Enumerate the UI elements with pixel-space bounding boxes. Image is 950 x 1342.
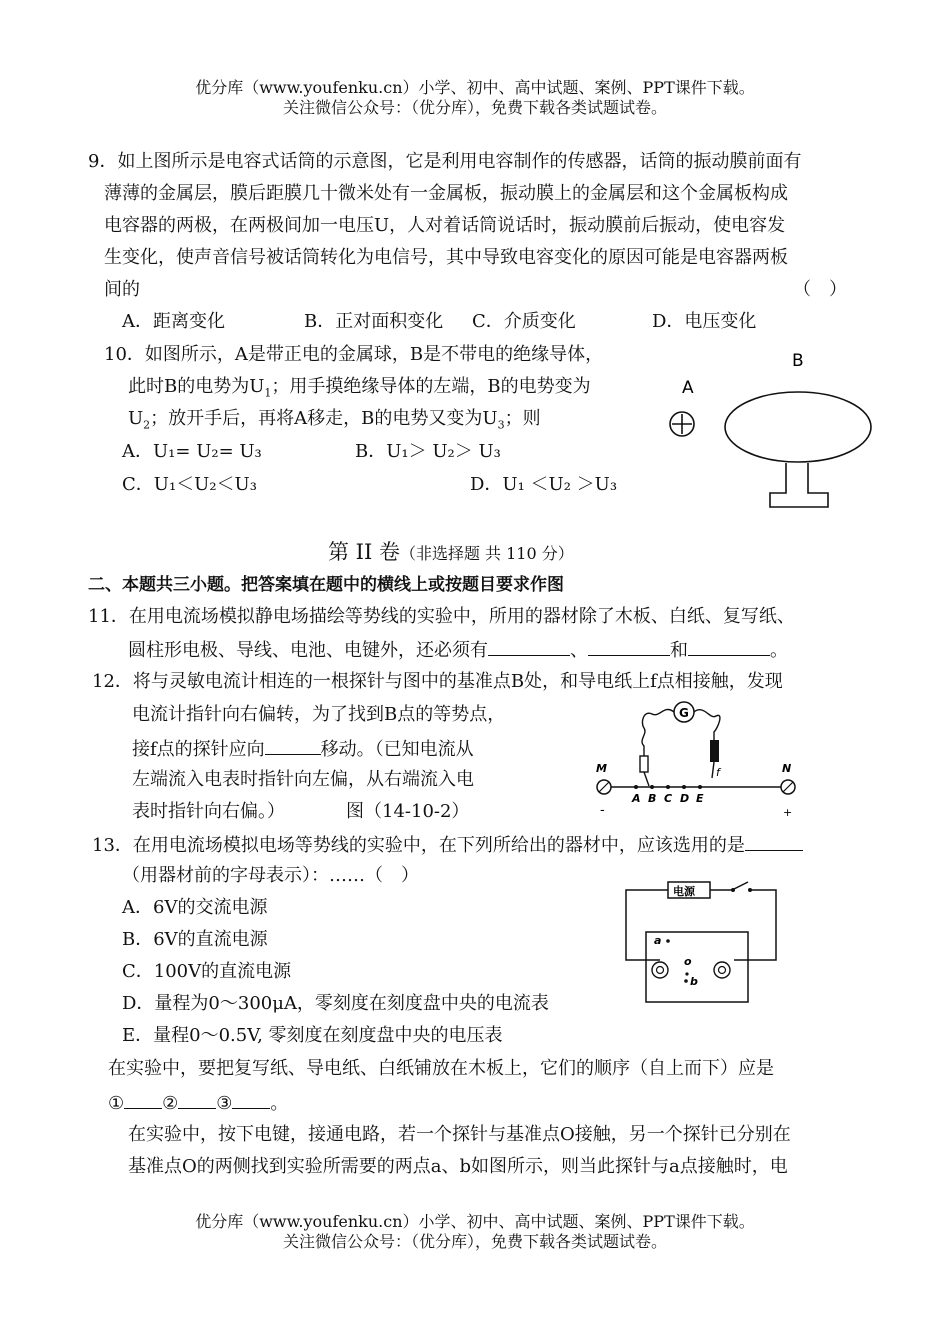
- point-f-label: f: [716, 766, 720, 779]
- q10-line-1: 10．如图所示，A是带正电的金属球，B是不带电的绝缘导体，: [104, 344, 604, 365]
- q10-option-b: B．U₁＞ U₂＞ U₃: [355, 441, 501, 462]
- probe-right-tip: [712, 762, 714, 778]
- fig-label-a: A: [682, 378, 694, 398]
- q13-paragraph-3: 基准点O的两侧找到实验所需要的两点a、b如图所示，则当此探针与a点接触时，电: [128, 1156, 788, 1177]
- probe-left-tip: [644, 772, 649, 786]
- q13-figure: [620, 876, 780, 1006]
- fig-label-b: B: [792, 351, 804, 371]
- q9-line-3: 电容器的两极，在两极间加一电压U，人对着话筒说话时，振动膜前后振动，使电容发: [104, 215, 786, 236]
- q13-order-blank-3[interactable]: [232, 1090, 270, 1109]
- electrode-n-label: N: [782, 762, 792, 775]
- q12-line-4: 左端流入电表时指针向左偏，从右端流入电: [132, 769, 474, 790]
- q12-figure: [588, 698, 808, 820]
- q13-paragraph-1: 在实验中，要把复写纸、导电纸、白纸铺放在木板上，它们的顺序（自上而下）应是: [108, 1058, 774, 1079]
- q9-option-a: A．距离变化: [122, 311, 225, 332]
- base-point-b-dot: [650, 785, 654, 789]
- base-points: [631, 785, 704, 805]
- q9-line-5: 间的: [104, 279, 140, 300]
- point-o-dot: [685, 972, 688, 975]
- q9-option-c: C．介质变化: [472, 311, 576, 332]
- q10-option-d: D．U₁ ＜U₂ ＞U₃: [470, 474, 618, 495]
- wire-left-loop: [626, 890, 668, 960]
- q9-line-2: 薄薄的金属层，膜后距膜几十微米处有一金属板，振动膜上的金属层和这个金属板构成: [104, 183, 788, 204]
- q13-option-c: C．100V的直流电源: [122, 961, 292, 982]
- point-b-dot: [684, 979, 688, 983]
- minus-terminal: -: [600, 803, 605, 818]
- section2-heading: 二、本题共三小题。把答案填在题中的横线上或按题目要求作图: [88, 575, 564, 595]
- base-point-d-dot: [682, 785, 686, 789]
- q13-option-a: A．6V的交流电源: [122, 897, 268, 918]
- q9-option-b: B．正对面积变化: [304, 311, 444, 332]
- q13-blank[interactable]: [745, 832, 803, 851]
- q9-line-1: 9．如上图所示是电容式话筒的示意图，它是利用电容制作的传感器，话筒的振动膜前面有: [88, 151, 802, 172]
- probe-right: [710, 740, 719, 762]
- plus-terminal: +: [783, 806, 793, 819]
- electrode-m-mark: [599, 782, 609, 792]
- wire-left: [642, 709, 674, 756]
- q12-line-2: 电流计指针向右偏转，为了找到B点的等势点，: [132, 704, 506, 725]
- q13-line-1: 13．在用电流场模拟电场等势线的实验中，在下列所给出的器材中，应该选用的是: [92, 832, 803, 858]
- q13-line-2: （用器材前的字母表示）：……（ ）: [122, 865, 419, 886]
- q13-option-d: D．量程为0～300μA，零刻度在刻度盘中央的电流表: [122, 993, 549, 1014]
- q13-paragraph-2: 在实验中，按下电键，接通电路，若一个探针与基准点O接触，另一个探针已分别在: [128, 1124, 791, 1145]
- point-b-label: b: [690, 975, 698, 988]
- wire-right-loop: [734, 890, 776, 960]
- q12-blank[interactable]: [265, 736, 321, 755]
- galvanometer-label: G: [679, 706, 689, 720]
- q10-line-3: $U_2$；放开手后，再将A移走，B的电势又变为$U_3$；则: [128, 408, 541, 432]
- q13-option-e: E．量程0～0.5V, 零刻度在刻度盘中央的电压表: [122, 1025, 503, 1046]
- wire-right: [694, 710, 720, 740]
- header-line-2: 关注微信公众号：（优分库），免费下载各类试题试卷。: [282, 98, 667, 117]
- point-a-label: a: [654, 934, 662, 947]
- q9-line-4: 生变化，使声音信号被话筒转化为电信号，其中导致电容变化的原因可能是电容器两板: [104, 247, 788, 268]
- q9-answer-bracket: （ ）: [793, 279, 847, 300]
- base-point-e-dot: [698, 785, 702, 789]
- footer-line-1: 优分库（www.youfenku.cn）小学、初中、高中试题、案例、PPT课件下载。: [195, 1212, 755, 1231]
- header-line-1: 优分库（www.youfenku.cn）小学、初中、高中试题、案例、PPT课件下载。: [195, 78, 755, 97]
- q11-blank-2[interactable]: [588, 637, 670, 656]
- q12-line-3: 接f点的探针应向 移动。（已知电流从: [132, 736, 474, 762]
- base-point-b-label: B: [648, 792, 657, 805]
- electrode-n-mark: [783, 782, 793, 792]
- base-point-c-dot: [666, 785, 670, 789]
- electrode-right-inner: [719, 967, 726, 974]
- base-point-a-label: A: [632, 792, 641, 805]
- insulated-conductor-b: [725, 392, 871, 462]
- q12-line-1: 12．将与灵敏电流计相连的一根探针与图中的基准点B处，和导电纸上f点相接触，发现: [92, 671, 783, 692]
- probe-left: [640, 756, 648, 772]
- q12-line-5: 表时指针向右偏。）: [132, 801, 285, 822]
- q10-option-a: A．U₁= U₂= U₃: [122, 441, 262, 462]
- electrode-left-inner: [657, 967, 664, 974]
- electrode-left: [652, 962, 668, 978]
- point-a-dot: [666, 939, 670, 943]
- q11-blank-1[interactable]: [488, 637, 570, 656]
- q12-figure-caption: 图（14-10-2）: [346, 801, 470, 822]
- q13-order-blank-2[interactable]: [178, 1090, 216, 1109]
- power-source-label: 电源: [673, 885, 695, 898]
- electrode-right: [714, 962, 730, 978]
- q10-line-2: 此时B的电势为$U_1$；用手摸绝缘导体的左端，B的电势变为: [128, 376, 591, 400]
- q13-order-blank-1[interactable]: [124, 1090, 162, 1109]
- base-point-e-label: E: [696, 792, 704, 805]
- section2-title: 第 II 卷（非选择题 共 110 分）: [328, 540, 574, 564]
- base-point-c-label: C: [664, 792, 673, 805]
- q10-figure: [660, 345, 890, 515]
- q11-blank-3[interactable]: [688, 637, 770, 656]
- q11-line-1: 11．在用电流场模拟静电场描绘等势线的实验中，所用的器材除了木板、白纸、复写纸、: [88, 606, 795, 627]
- base-point-d-label: D: [680, 792, 690, 805]
- q10-option-c: C．U₁＜U₂＜U₃: [122, 474, 257, 495]
- q13-option-b: B．6V的直流电源: [122, 929, 268, 950]
- q11-line-2: 圆柱形电极、导线、电池、电键外，还必须有 、 和 。: [128, 637, 788, 663]
- base-point-a-dot: [634, 785, 638, 789]
- insulating-stand: [770, 463, 828, 507]
- q13-order-line: ① ② ③ 。: [108, 1090, 288, 1116]
- switch-icon: [734, 882, 748, 889]
- point-o-label: o: [684, 955, 692, 968]
- electrode-m-label: M: [596, 762, 607, 775]
- footer-line-2: 关注微信公众号：（优分库），免费下载各类试题试卷。: [282, 1232, 667, 1251]
- q9-option-d: D．电压变化: [652, 311, 757, 332]
